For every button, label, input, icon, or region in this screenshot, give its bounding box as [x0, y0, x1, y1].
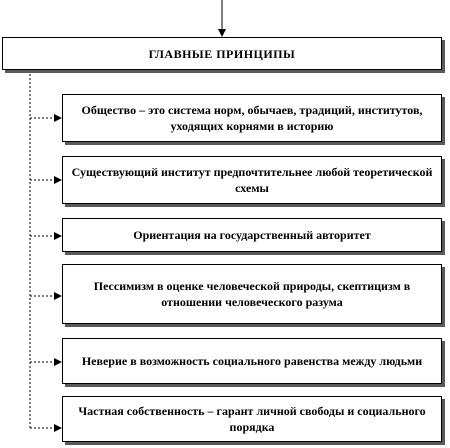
- principle-box-state-authority: [62, 218, 442, 252]
- principle-text: Неверие в возможность социального равенства между людьми: [81, 354, 423, 368]
- principle-text: Пессимизм в оценке человеческой природы, скептицизм в отношении человеческого разума: [93, 279, 411, 309]
- principle-box-pessimism: [62, 264, 442, 324]
- principle-box-inequality: [62, 338, 442, 384]
- principle-text: Существующий институт предпочтительнее любой теоретической схемы: [71, 165, 433, 195]
- principle-box-existing-institution: [62, 156, 442, 204]
- principle-text: Частная собственность – гарант личной свободы и социального порядка: [78, 404, 426, 434]
- header-title: ГЛАВНЫЕ ПРИНЦИПЫ: [148, 46, 296, 61]
- principle-box-private-property: [62, 396, 442, 442]
- main-principles-header: [2, 37, 442, 70]
- principle-text: Ориентация на государственный авторитет: [133, 228, 371, 242]
- principle-text: Общество – это система норм, обычаев, традиций, институтов, уходящих корнями в историю: [81, 103, 423, 133]
- principle-box-society: [62, 94, 442, 142]
